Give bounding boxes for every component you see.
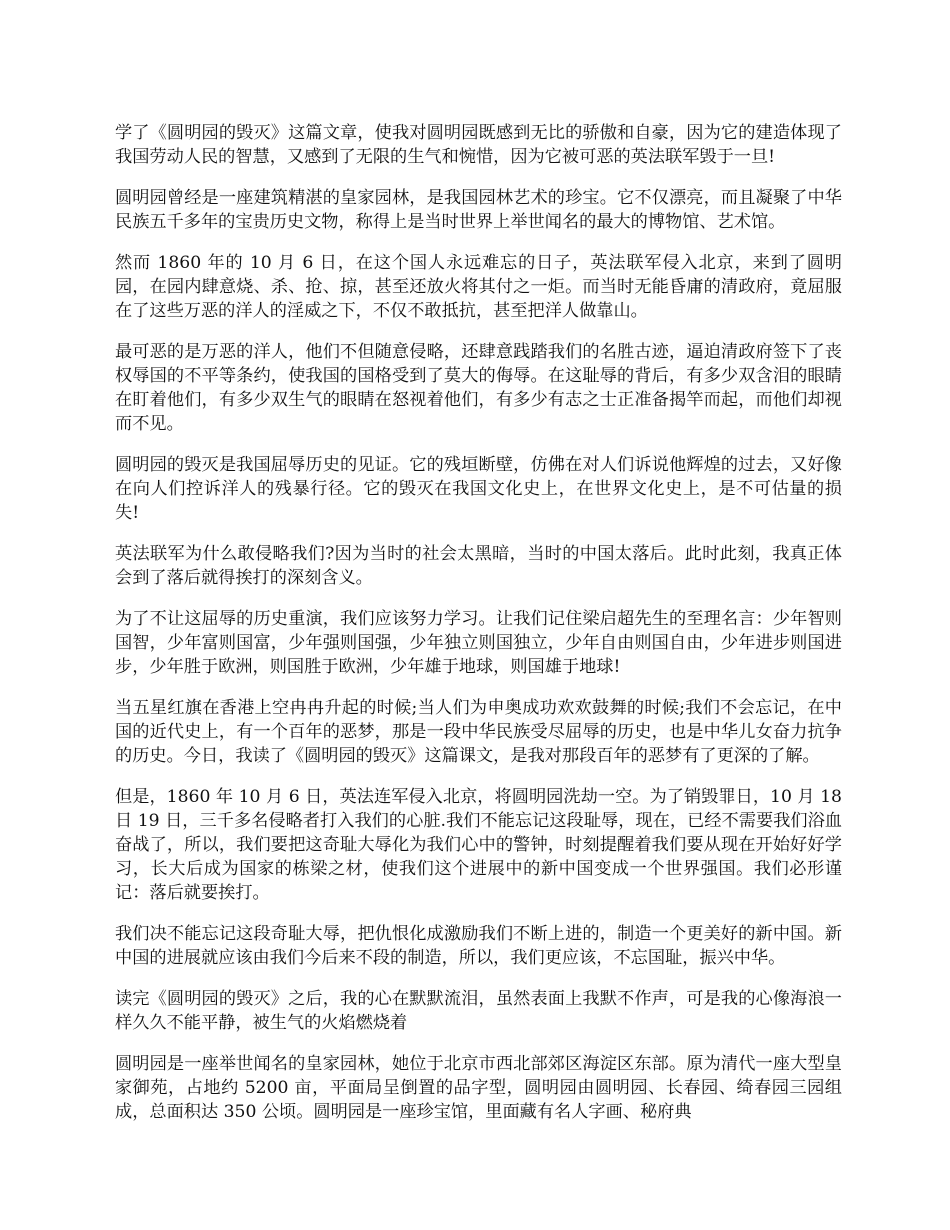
paragraph: 圆明园是一座举世闻名的皇家园林，她位于北京市西北部郊区海淀区东部。原为清代一座大型皇家御苑，占地约 5200 亩，平面局呈倒置的品字型，圆明园由圆明园、长春园、绮春园三园组成，总面积达 350 公顷。圆明园是一座珍宝馆，里面藏有名人字画、秘府典 <box>115 1054 842 1122</box>
paragraph: 英法联军为什么敢侵略我们?因为当时的社会太黑暗，当时的中国太落后。此时此刻，我真正体会到了落后就得挨打的深刻含义。 <box>115 544 842 588</box>
document-body <box>115 121 842 1141</box>
paragraph: 我们决不能忘记这段奇耻大辱，把仇恨化成激励我们不断上进的，制造一个更美好的新中国。新中国的进展就应该由我们今后来不段的制造，所以，我们更应该，不忘国耻，振兴中华。 <box>115 924 842 968</box>
paragraph: 然而 1860 年的 10 月 6 日，在这个国人永远难忘的日子，英法联军侵入北京，来到了圆明园，在园内肆意烧、杀、抢、掠，甚至还放火将其付之一炬。而当时无能昏庸的清政府，竟屈服在了这些万恶的洋人的淫威之下，不仅不敢抵抗，甚至把洋人做靠山。 <box>115 253 842 321</box>
paragraph: 但是，1860 年 10 月 6 日，英法连军侵入北京，将圆明园洗劫一空。为了销毁罪日，10 月 18 日 19 日，三千多名侵略者打入我们的心脏.我们不能忘记这段耻辱，现在，已经不需要我们浴血奋战了，所以，我们要把这奇耻大辱化为我们心中的警钟，时刻提醒着我们要从现在开始好好学习，长大后成为国家的栋梁之材，使我们这个进展中的新中国变成一个世界强国。我们必形谨记：落后就要挨打。 <box>115 787 842 903</box>
paragraph: 圆明园曾经是一座建筑精湛的皇家园林，是我国园林艺术的珍宝。它不仅漂亮，而且凝聚了中华民族五千多年的宝贵历史文物，称得上是当时世界上举世闻名的最大的博物馆、艺术馆。 <box>115 188 842 232</box>
paragraph: 为了不让这屈辱的历史重演，我们应该努力学习。让我们记住梁启超先生的至理名言：少年智则国智，少年富则国富，少年强则国强，少年独立则国独立，少年自由则国自由，少年进步则国进步，少年胜于欧洲，则国胜于欧洲，少年雄于地球，则国雄于地球! <box>115 609 842 677</box>
paragraph: 学了《圆明园的毁灭》这篇文章，使我对圆明园既感到无比的骄傲和自豪，因为它的建造体现了我国劳动人民的智慧，又感到了无限的生气和惋惜，因为它被可恶的英法联军毁于一旦! <box>115 123 842 167</box>
paragraph: 当五星红旗在香港上空冉冉升起的时候;当人们为申奥成功欢欢鼓舞的时候;我们不会忘记，在中国的近代史上，有一个百年的恶梦，那是一段中华民族受尽屈辱的历史，也是中华儿女奋力抗争的历史。今日，我读了《圆明园的毁灭》这篇课文，是我对那段百年的恶梦有了更深的了解。 <box>115 698 842 766</box>
paragraph: 圆明园的毁灭是我国屈辱历史的见证。它的残垣断壁，仿佛在对人们诉说他辉煌的过去，又好像在向人们控诉洋人的残暴行径。它的毁灭在我国文化史上，在世界文化史上，是不可估量的损失! <box>115 455 842 523</box>
paragraph: 最可恶的是万恶的洋人，他们不但随意侵略，还肆意践踏我们的名胜古迹，逼迫清政府签下了丧权辱国的不平等条约，使我国的国格受到了莫大的侮辱。在这耻辱的背后，有多少双含泪的眼睛在盯着他们，有多少双生气的眼睛在怒视着他们，有多少有志之士正准备揭竿而起，而他们却视而不见。 <box>115 342 842 434</box>
paragraph: 读完《圆明园的毁灭》之后，我的心在默默流泪，虽然表面上我默不作声，可是我的心像海浪一样久久不能平静，被生气的火焰燃烧着 <box>115 989 842 1033</box>
